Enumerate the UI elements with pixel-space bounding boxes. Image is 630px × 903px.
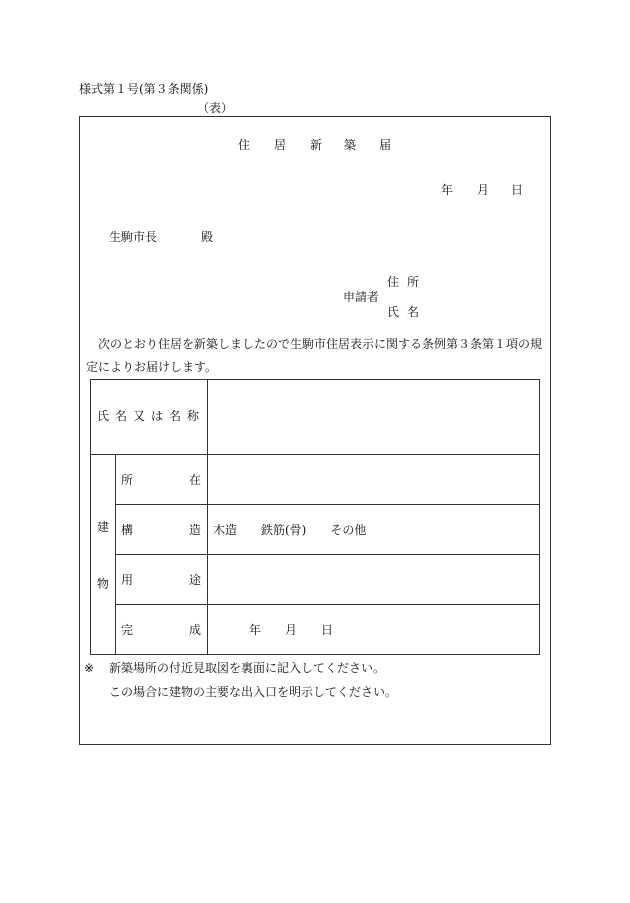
usage-value[interactable] <box>213 574 533 590</box>
building-info-table <box>90 379 540 655</box>
structure-label-right: 造 <box>189 523 202 537</box>
completion-date[interactable]: 年 月 日 <box>249 623 334 637</box>
usage-label-right: 途 <box>189 573 202 587</box>
honorific: 殿 <box>201 230 214 244</box>
applicant-label: 申請者 <box>343 290 380 304</box>
applicant-name-label: 氏名 <box>387 305 428 319</box>
name-label: 氏名又は名称 <box>97 409 206 423</box>
note-line-2: この場合に建物の主要な出入口を明示してください。 <box>109 685 398 699</box>
title-char: 築 <box>344 138 357 152</box>
table-divider <box>115 604 539 605</box>
completion-label-left: 完 <box>121 623 134 637</box>
table-divider <box>207 380 208 654</box>
title-char: 居 <box>274 138 287 152</box>
title-char: 届 <box>379 138 392 152</box>
name-value[interactable] <box>213 410 533 426</box>
table-divider <box>115 454 116 654</box>
title-char: 新 <box>310 138 323 152</box>
structure-options[interactable]: 木造 鉄筋(骨) その他 <box>213 523 367 537</box>
location-label-left: 所 <box>121 473 134 487</box>
location-label-right: 在 <box>189 473 202 487</box>
note-line-1: 新築場所の付近見取図を裏面に記入してください。 <box>109 661 386 675</box>
structure-label-left: 構 <box>121 523 134 537</box>
body-paragraph: 次のとおり住居を新築しましたので生駒市住居表示に関する条例第３条第１項の規定によりお届けします。 <box>86 337 543 374</box>
building-label-bottom: 物 <box>97 577 110 591</box>
location-value[interactable] <box>213 474 533 490</box>
date-day: 日 <box>511 183 524 197</box>
note-mark: ※ <box>84 661 95 675</box>
usage-label-left: 用 <box>121 573 134 587</box>
addressee: 生駒市長 <box>109 230 158 244</box>
form-number: 様式第１号(第３条関係) <box>79 82 209 96</box>
table-divider <box>91 454 539 455</box>
table-divider <box>115 554 539 555</box>
side-label: （表） <box>197 101 234 115</box>
date-month: 月 <box>477 183 490 197</box>
building-label-top: 建 <box>97 520 110 534</box>
table-divider <box>115 504 539 505</box>
date-year: 年 <box>441 183 454 197</box>
applicant-address-label: 住所 <box>387 275 428 289</box>
title-char: 住 <box>238 138 251 152</box>
completion-label-right: 成 <box>189 623 202 637</box>
